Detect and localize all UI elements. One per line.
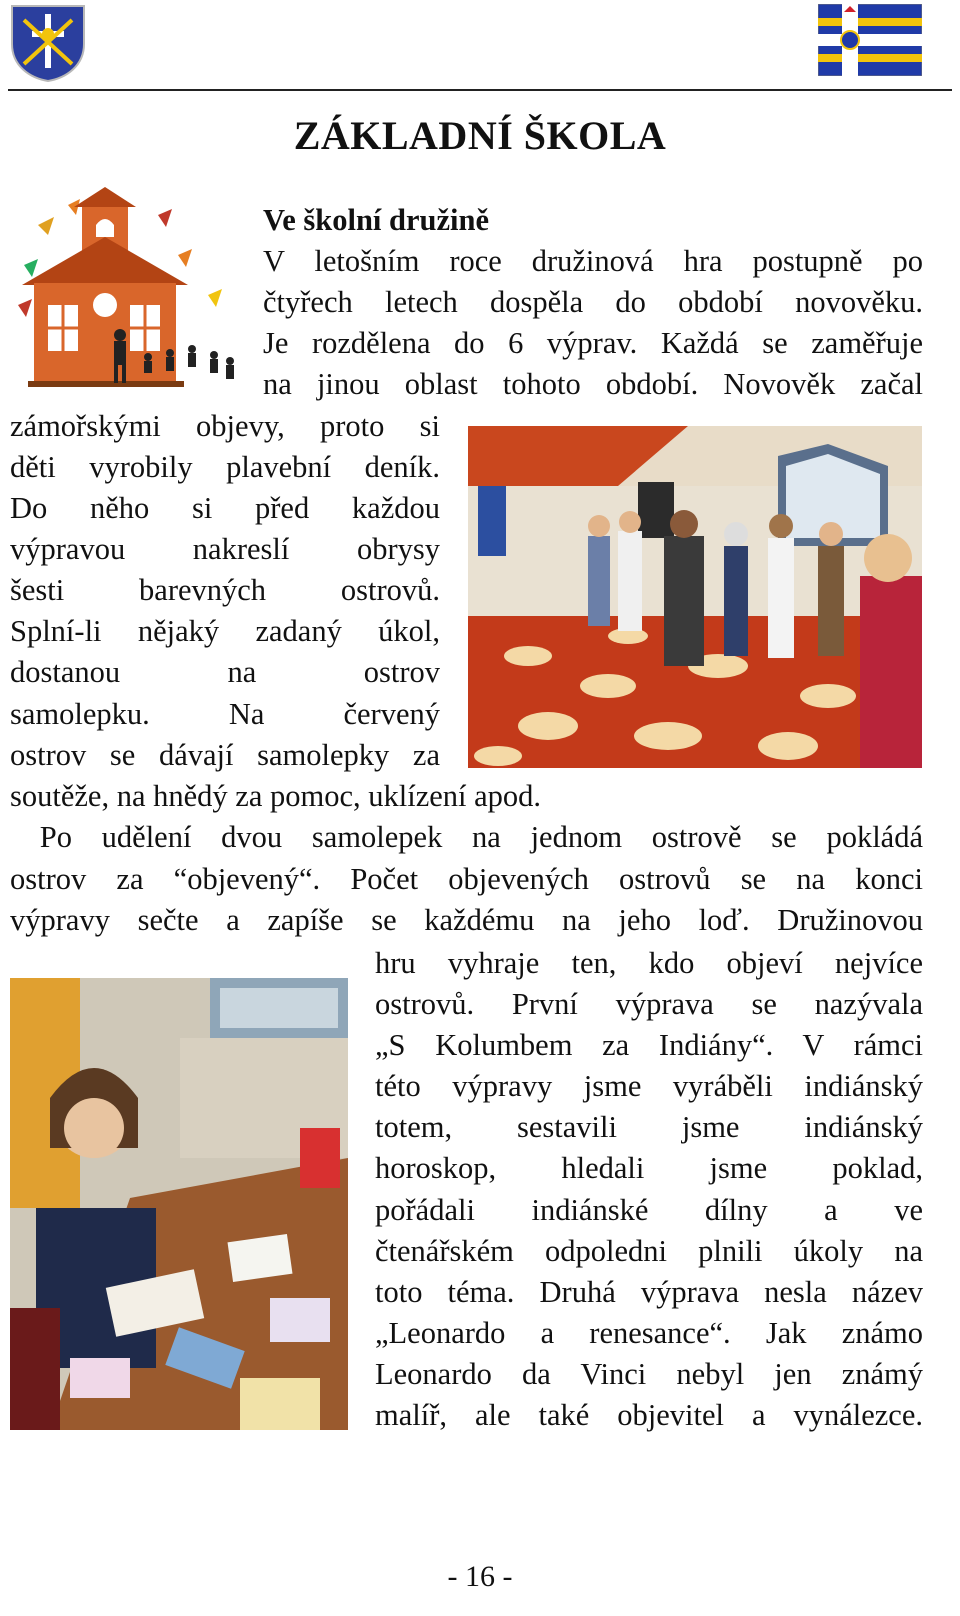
section-heading: Ve školní družině: [263, 203, 489, 237]
text-line: děti vyrobily plavební deník.: [10, 450, 440, 484]
text-line: na jinou oblast tohoto období. Novověk začal: [263, 367, 923, 401]
text-line: „Leonardo a renesance“. Jak známo: [375, 1316, 923, 1350]
text-line: dostanou na ostrov: [10, 655, 440, 689]
text-line: „S Kolumbem za Indiány“. V rámci: [375, 1028, 923, 1062]
children-dancing-photo: [468, 426, 922, 768]
text-line: výpravy sečte a zapíše se každému na jeho loď. Družinovou: [10, 903, 923, 937]
text-line: Po udělení dvou samolepek na jednom ostrově se pokládá: [10, 820, 923, 854]
coat-of-arms-icon: [10, 4, 86, 82]
page-title: ZÁKLADNÍ ŠKOLA: [293, 113, 667, 158]
school-clipart-image: [8, 185, 240, 393]
text-line: ostrov se dávají samolepky za: [10, 738, 440, 772]
text-line: pořádali indiánské dílny a ve: [375, 1193, 923, 1227]
text-line: horoskop, hledali jsme poklad,: [375, 1151, 923, 1185]
text-line: toto téma. Druhá výprava nesla název: [375, 1275, 923, 1309]
text-line: zámořskými objevy, proto si: [10, 409, 440, 443]
text-line: čtenářském odpoledni plnili úkoly na: [375, 1234, 923, 1268]
text-line: této výpravy jsme vyráběli indiánský: [375, 1069, 923, 1103]
page-number: - 16 -: [447, 1560, 513, 1593]
text-line: Je rozdělena do 6 výprav. Každá se zaměřuje: [263, 326, 923, 360]
text-line: Splní-li nějaký zadaný úkol,: [10, 614, 440, 648]
text-line: ostrov za “objevený“. Počet objevených ostrovů se na konci: [10, 862, 923, 896]
text-line: hru vyhraje ten, kdo objeví nejvíce: [375, 946, 923, 980]
text-line: šesti barevných ostrovů.: [10, 573, 440, 607]
text-line: ostrovů. První výprava se nazývala: [375, 987, 923, 1021]
text-line: malíř, ale také objevitel a vynálezce.: [375, 1398, 923, 1432]
municipal-flag-icon: [818, 4, 922, 76]
text-line: totem, sestavili jsme indiánský: [375, 1110, 923, 1144]
text-line: samolepku. Na červený: [10, 697, 440, 731]
text-line: Do něho si před každou: [10, 491, 440, 525]
header-rule: [8, 89, 952, 91]
text-line: V letošním roce družinová hra postupně po: [263, 244, 923, 278]
text-line: soutěže, na hnědý za pomoc, uklízení apod.: [10, 779, 542, 813]
text-line: Leonardo da Vinci nebyl jen známý: [375, 1357, 923, 1391]
text-line: čtyřech letech dospěla do období novověku.: [263, 285, 923, 319]
text-line: výpravou nakreslí obrysy: [10, 532, 440, 566]
children-reading-photo: [10, 978, 348, 1430]
